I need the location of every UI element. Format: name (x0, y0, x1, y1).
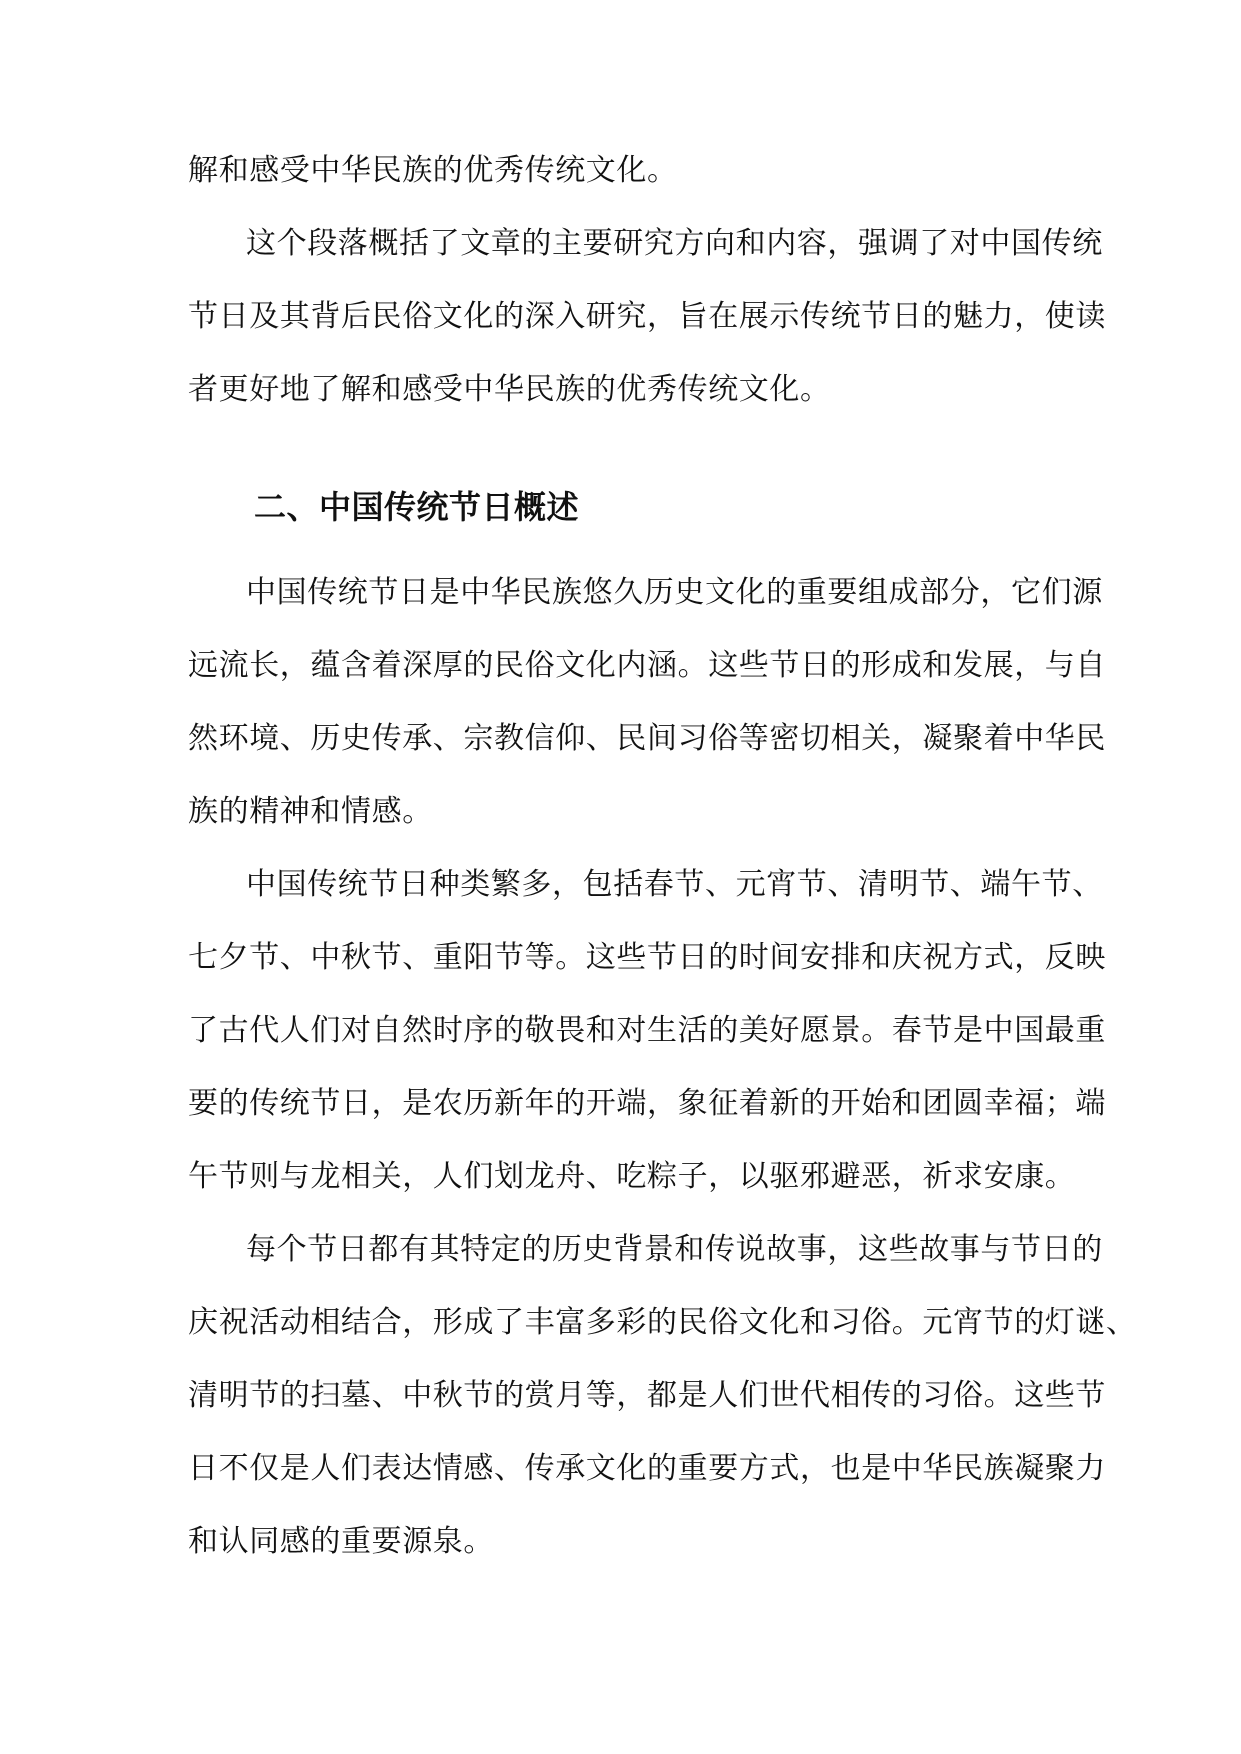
body-paragraph-line: 然环境、历史传承、宗教信仰、民间习俗等密切相关，凝聚着中华民 (188, 721, 1106, 756)
body-paragraph-line: 中国传统节日种类繁多，包括春节、元宵节、清明节、端午节、 (246, 867, 1103, 902)
body-paragraph-line: 午节则与龙相关，人们划龙舟、吃粽子，以驱邪避恶，祈求安康。 (188, 1159, 1076, 1194)
body-paragraph-line: 清明节的扫墓、中秋节的赏月等，都是人们世代相传的习俗。这些节 (188, 1378, 1106, 1413)
body-paragraph-line: 中国传统节日是中华民族悠久历史文化的重要组成部分，它们源 (246, 575, 1103, 610)
body-paragraph-line: 族的精神和情感。 (188, 794, 433, 829)
summary-paragraph-line: 节日及其背后民俗文化的深入研究，旨在展示传统节日的魅力，使读 (188, 299, 1106, 334)
summary-paragraph-line: 这个段落概括了文章的主要研究方向和内容，强调了对中国传统 (246, 226, 1103, 261)
body-paragraph-line: 了古代人们对自然时序的敬畏和对生活的美好愿景。春节是中国最重 (188, 1013, 1106, 1048)
body-paragraph-line: 庆祝活动相结合，形成了丰富多彩的民俗文化和习俗。元宵节的灯谜、 (188, 1305, 1137, 1340)
body-paragraph-line: 七夕节、中秋节、重阳节等。这些节日的时间安排和庆祝方式，反映 (188, 940, 1106, 975)
summary-paragraph-line: 者更好地了解和感受中华民族的优秀传统文化。 (188, 372, 831, 407)
body-paragraph-line: 每个节日都有其特定的历史背景和传说故事，这些故事与节日的 (246, 1232, 1103, 1267)
body-paragraph-line: 和认同感的重要源泉。 (188, 1524, 494, 1559)
section-heading: 二、中国传统节日概述 (254, 488, 580, 526)
body-paragraph-line: 日不仅是人们表达情感、传承文化的重要方式，也是中华民族凝聚力 (188, 1451, 1106, 1486)
body-paragraph-line: 远流长，蕴含着深厚的民俗文化内涵。这些节日的形成和发展，与自 (188, 648, 1106, 683)
paragraph-continuation-line: 解和感受中华民族的优秀传统文化。 (188, 153, 678, 188)
body-paragraph-line: 要的传统节日，是农历新年的开端，象征着新的开始和团圆幸福；端 (188, 1086, 1106, 1121)
